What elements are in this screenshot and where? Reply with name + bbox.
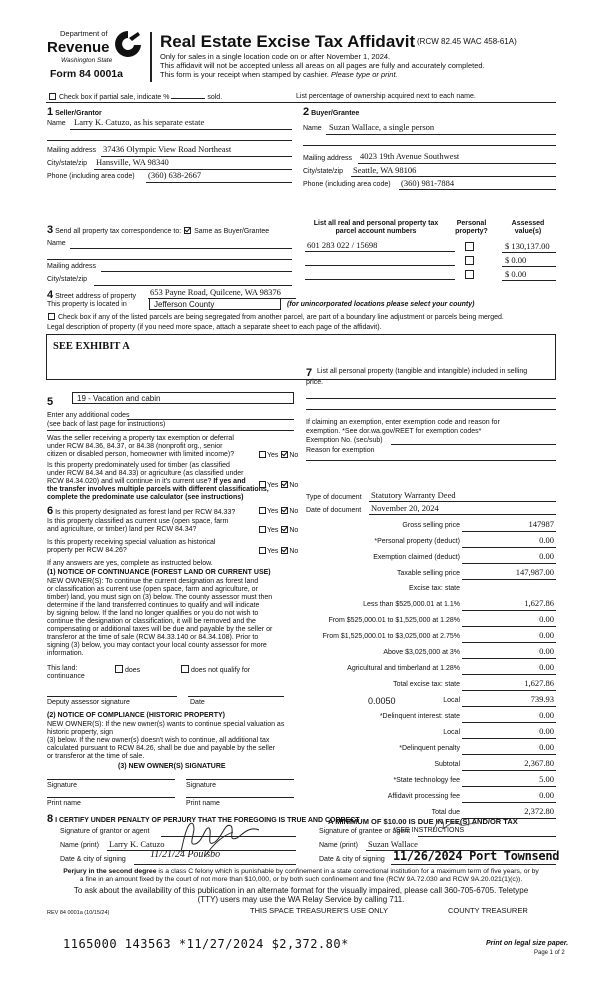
sec5-num: 5 bbox=[47, 396, 54, 408]
tax-value-tier4[interactable]: 0.00 bbox=[539, 646, 554, 656]
legal-paper-note: Print on legal size paper. bbox=[486, 940, 569, 947]
treasurer-use: THIS SPACE TREASURER'S USE ONLY bbox=[250, 906, 389, 915]
personal-property-checkbox-2[interactable] bbox=[465, 256, 474, 265]
notice1-line-9: signing (3) below, you may contact your local county assessor for more bbox=[47, 642, 267, 649]
sec5-q1-no-checkbox[interactable] bbox=[281, 451, 288, 458]
seller-city[interactable]: Hansville, WA 98340 bbox=[96, 157, 169, 167]
deputy-signature-label: Deputy assessor signature bbox=[47, 699, 130, 706]
buyer-phone[interactable]: (360) 981-7884 bbox=[401, 178, 455, 188]
see-instructions-note: *SEE INSTRUCTIONS bbox=[393, 827, 465, 834]
sec6-q1: 6 Is this property designated as forest land per RCW 84.33? bbox=[47, 505, 236, 517]
sec6-q3-yes-checkbox[interactable] bbox=[259, 547, 266, 554]
header-note1: Only for sales in a single location code on or after November 1, 2024. bbox=[160, 52, 391, 61]
assessed-value-3[interactable]: $ 0.00 bbox=[505, 269, 527, 279]
exempt-line2: exemption. *See dor.wa.gov/REET for exemption codes* bbox=[306, 428, 482, 435]
dept-line1: Department of bbox=[60, 29, 108, 38]
sec6-q2-no-checkbox[interactable] bbox=[281, 526, 288, 533]
assessed-col-header: Assessed value(s) bbox=[511, 220, 545, 236]
tax-label-exemption: Exemption claimed (deduct) bbox=[373, 554, 460, 561]
deputy-date-label: Date bbox=[190, 699, 205, 706]
sec5-q1-line3: citizen or disabled person, homeowner with limited income)? bbox=[47, 451, 235, 458]
tax-value-exemption[interactable]: 0.00 bbox=[539, 551, 554, 561]
tax-value-tier3[interactable]: 0.00 bbox=[539, 630, 554, 640]
dept-line3: Washington State bbox=[61, 57, 113, 64]
notice2-line-1: NEW OWNER(S): If the new owner(s) wants to continue special valuation as historic property, sign bbox=[47, 721, 285, 737]
grantor-signature-label: Signature of grantor or agent bbox=[60, 828, 150, 835]
buyer-name-label: Name bbox=[303, 125, 322, 132]
tax-value-tier2[interactable]: 0.00 bbox=[539, 614, 554, 624]
buyer-name[interactable]: Suzan Wallace, a single person bbox=[329, 122, 435, 132]
tax-value-total-state[interactable]: 1,627.86 bbox=[524, 678, 554, 688]
see-back-note: (see back of last page for instructions) bbox=[47, 421, 166, 428]
tax-label-tier4: Above $3,025,000 at 3% bbox=[383, 649, 460, 656]
property-street[interactable]: 653 Payne Road, Quilcene, WA 98376 bbox=[150, 287, 281, 297]
notice2-line-2: (3) below. If the new owner(s) doesn't wish to continue, all additional tax bbox=[47, 737, 270, 744]
tax-label-taxable: Taxable selling price bbox=[396, 570, 460, 577]
owner-print-name-label-2: Print name bbox=[186, 800, 220, 807]
notice1-line-5: by signing below. If the land no longer qualifies or you do not wish to bbox=[47, 610, 259, 617]
tax-label-total-due: Total due bbox=[431, 809, 460, 816]
legal-description: SEE EXHIBIT A bbox=[53, 341, 130, 352]
sec3-name-label: Name bbox=[47, 240, 66, 247]
sec6-q3-line2: property per RCW 84.26? bbox=[47, 547, 127, 554]
owner-signature-label-1: Signature bbox=[47, 782, 77, 789]
grantor-date-label: Date & city of signing bbox=[60, 856, 126, 863]
partial-sale-row: Check box if partial sale, indicate % sold. bbox=[48, 93, 222, 102]
parcel-number[interactable]: 601 283 022 / 15698 bbox=[307, 240, 378, 250]
county-select[interactable]: Jefferson County bbox=[149, 298, 281, 310]
buyer-header: 2 Buyer/Grantee bbox=[303, 106, 360, 118]
exemption-no-label: Exemption No. (sec/sub) bbox=[306, 437, 383, 444]
segregated-row: Check box if any of the listed parcels are being segregated from another parcel, are part of a boundary line adjustment or parcels being merged. bbox=[47, 313, 504, 322]
page-number: Page 1 of 2 bbox=[534, 950, 565, 956]
notice1-title: (1) NOTICE OF CONTINUANCE (FOREST LAND OR CURRENT USE) bbox=[47, 569, 271, 576]
tax-label-gross: Gross selling price bbox=[402, 522, 460, 529]
seller-mailing-label: Mailing address bbox=[47, 147, 97, 154]
seller-mailing[interactable]: 37436 Olympic View Road Northeast bbox=[103, 144, 232, 154]
owner-print-name-label-1: Print name bbox=[47, 800, 81, 807]
tax-value-delinq-int-state[interactable]: 0.00 bbox=[539, 710, 554, 720]
tax-label-total-state: Total excise tax: state bbox=[393, 681, 460, 688]
notice1-line-1: NEW OWNER(S): To continue the current designation as forest land bbox=[47, 578, 259, 585]
legal-label: Legal description of property (if you need more space, attach a separate sheet to each page of the affidavit). bbox=[47, 324, 382, 331]
county-treasurer: COUNTY TREASURER bbox=[448, 906, 528, 915]
dept-line2: Revenue bbox=[47, 39, 110, 56]
tax-label-tier2: From $525,000.01 to $1,525,000 at 1.28% bbox=[328, 617, 460, 624]
seller-name-label: Name bbox=[47, 120, 66, 127]
tax-label-subtotal: Subtotal bbox=[434, 761, 460, 768]
sec5-q2-line2: under RCW 84.34 and 84.33) or agriculture (as classified under bbox=[47, 470, 244, 477]
personal-property-checkbox-1[interactable] bbox=[465, 242, 474, 251]
form-number: Form 84 0001a bbox=[50, 68, 123, 80]
tax-label-local: Local bbox=[443, 697, 460, 704]
tax-value-taxable[interactable]: 147,987.00 bbox=[515, 567, 554, 577]
assessed-value-1[interactable]: $ 130,137.00 bbox=[505, 241, 550, 251]
tax-label-tier3: From $1,525,000.01 to $3,025,000 at 2.75% bbox=[322, 633, 460, 640]
tax-label-delinq-int-local: Local bbox=[443, 729, 460, 736]
owner-signature-label-2: Signature bbox=[186, 782, 216, 789]
form-title: Real Estate Excise Tax Affidavit bbox=[160, 32, 416, 51]
cashier-stamp: 1165000 143563 *11/27/2024 $2,372.80* bbox=[63, 937, 349, 951]
minimum-fee-note: A MINIMUM OF $10.00 IS DUE IN FEE(S) AND/OR TAX bbox=[328, 817, 518, 826]
personal-col-header: Personal property? bbox=[455, 220, 488, 236]
grantee-date-label: Date & city of signing bbox=[319, 856, 385, 863]
accessibility-line1: To ask about the availability of this publication in an alternate format for the visually impaired, please call 360-705-6705. Teletype bbox=[73, 886, 529, 895]
grantor-print-name[interactable]: Larry K. Catuzo bbox=[109, 839, 165, 849]
sec5-q2-line1: Is this property predominately used for timber (as classified bbox=[47, 462, 230, 469]
does-checkbox[interactable] bbox=[115, 665, 123, 673]
grantee-print-name[interactable]: Suzan Wallace bbox=[368, 839, 418, 849]
segregated-checkbox[interactable] bbox=[48, 313, 55, 320]
buyer-phone-label: Phone (including area code) bbox=[303, 181, 391, 188]
dor-logo-icon bbox=[112, 29, 144, 59]
sec5-q1-answer: Yes No bbox=[258, 451, 298, 460]
sec6-q2-answer: Yes No bbox=[258, 526, 298, 535]
sec5-q2-answer: Yes No bbox=[258, 481, 298, 490]
local-rate: 0.0050 bbox=[368, 696, 396, 706]
tax-label-personal: *Personal property (deduct) bbox=[374, 538, 460, 545]
assessed-value-2[interactable]: $ 0.00 bbox=[505, 255, 527, 265]
land-use-code-select[interactable]: 19 - Vacation and cabin bbox=[72, 392, 294, 404]
sec7-label-line2: price. bbox=[306, 379, 324, 386]
reason-label: Reason for exemption bbox=[306, 447, 375, 454]
sec3-mailing-label: Mailing address bbox=[47, 263, 97, 270]
this-land-label: This land: bbox=[47, 665, 78, 672]
sec6-q1-yes-checkbox[interactable] bbox=[259, 507, 266, 514]
notice1-line-10: information. bbox=[47, 650, 84, 657]
tax-label-delinq-penalty: *Delinquent penalty bbox=[399, 745, 460, 752]
tax-value-processing-fee[interactable]: 0.00 bbox=[539, 790, 554, 800]
sec5-q2-line5: complete the predominate use calculator (see instructions) bbox=[47, 494, 244, 501]
seller-phone[interactable]: (360) 638-2667 bbox=[148, 170, 202, 180]
grantor-signature-icon bbox=[175, 812, 265, 862]
notice2-line-4: or transferor at the time of sale. bbox=[47, 753, 145, 760]
tax-value-delinq-penalty[interactable]: 0.00 bbox=[539, 742, 554, 752]
certify-statement: 8 I CERTIFY UNDER PENALTY OF PERJURY THAT THE FOREGOING IS TRUE AND CORRECT bbox=[47, 813, 360, 825]
additional-codes-label: Enter any additional codes bbox=[47, 412, 130, 419]
seller-city-label: City/state/zip bbox=[47, 160, 88, 167]
sec7-label-line1: List all personal property (tangible and intangible) included in selling bbox=[317, 368, 528, 375]
grantee-signature-label: Signature of grantee or agent bbox=[319, 828, 411, 835]
grantee-name-label: Name (print) bbox=[319, 842, 358, 849]
notice1-line-3: timber) land, you must sign on (3) below. The county assessor must then bbox=[47, 594, 273, 601]
seller-phone-label: Phone (including area code) bbox=[47, 173, 135, 180]
unincorp-note: (for unincorporated locations please select your county) bbox=[287, 301, 475, 308]
form-statute: (RCW 82.45 WAC 458-61A) bbox=[417, 37, 517, 46]
tax-label-delinq-int-state: *Delinquent interest: state bbox=[379, 713, 460, 720]
sec6-q2-yes-checkbox[interactable] bbox=[259, 526, 266, 533]
header-note3: This form is your receipt when stamped by cashier. Please type or print. bbox=[160, 70, 398, 79]
notice2-title: (2) NOTICE OF COMPLIANCE (HISTORIC PROPERTY) bbox=[47, 712, 225, 719]
sec6-q2-line2: and agriculture, or timber) land per RCW 84.34? bbox=[47, 526, 197, 533]
sec5-q2-line4: the transfer involves multiple parcels with different classifications, bbox=[47, 486, 269, 493]
sec5-q1-line1: Was the seller receiving a property tax exemption or deferral bbox=[47, 435, 234, 442]
list-pct-note: List percentage of ownership acquired next to each name. bbox=[296, 93, 476, 100]
does-option: does bbox=[115, 665, 140, 675]
grantor-date-city[interactable]: 11/21/24 Poulsbo bbox=[150, 849, 221, 860]
sec3-city-label: City/state/zip bbox=[47, 276, 88, 283]
sec6-if-any: If any answers are yes, complete as instructed below. bbox=[47, 560, 213, 567]
tax-value-subtotal[interactable]: 2,367.80 bbox=[524, 758, 554, 768]
located-in-label: This property is located in bbox=[47, 301, 127, 308]
tax-label-tier1: Less than $525,000.01 at 1.1% bbox=[363, 601, 460, 608]
parcel-col-header: List all real and personal property tax parcel account numbers bbox=[313, 220, 439, 236]
rev-number: REV 84 0001a (10/15/24) bbox=[47, 910, 110, 916]
tax-value-tier1[interactable]: 1,627.86 bbox=[524, 598, 554, 608]
tax-value-total-due[interactable]: 2,372.80 bbox=[524, 806, 554, 816]
sec6-q2-line1: Is this property classified as current use (open space, farm bbox=[47, 518, 229, 525]
header-note2: This affidavit will not be accepted unless all areas on all pages are fully and accurately completed. bbox=[160, 61, 485, 70]
doc-date-label: Date of document bbox=[306, 507, 362, 514]
sec5-q2-no-checkbox[interactable] bbox=[281, 481, 288, 488]
grantee-date-city[interactable]: 11/26/2024 Port Townsend bbox=[393, 849, 560, 863]
sec5-q1-yes-checkbox[interactable] bbox=[259, 451, 266, 458]
grantor-name-label: Name (print) bbox=[60, 842, 99, 849]
sec3-header: 3 Send all property tax correspondence to: Same as Buyer/Grantee bbox=[47, 224, 270, 236]
notice1-line-2: or classification as current use (open space, farm and agriculture, or bbox=[47, 586, 258, 593]
doc-type-label: Type of document bbox=[306, 494, 362, 501]
seller-name[interactable]: Larry K. Catuzo, as his separate estate bbox=[74, 117, 205, 127]
buyer-mailing[interactable]: 4023 19th Avenue Southwest bbox=[360, 151, 460, 161]
does-not-checkbox[interactable] bbox=[181, 665, 189, 673]
partial-sale-checkbox[interactable] bbox=[49, 93, 56, 100]
sec5-q2-line3: RCW 84.34.020) and will continue in it's current use? If yes and bbox=[47, 478, 246, 485]
tax-value-delinq-int-local[interactable]: 0.00 bbox=[539, 726, 554, 736]
seller-header: 1 Seller/Grantor bbox=[47, 106, 102, 118]
notice1-line-8: transferor at the time of sale (RCW 84.33.140 or 84.34.108). Prior to bbox=[47, 634, 259, 641]
tax-label-agri: Agricultural and timberland at 1.28% bbox=[347, 665, 460, 672]
sec7-num: 7 bbox=[306, 367, 313, 379]
buyer-city[interactable]: Seattle, WA 98106 bbox=[353, 165, 417, 175]
sec4-street-row: 4 Street address of property bbox=[47, 289, 137, 301]
sec6-q1-answer: Yes No bbox=[258, 507, 298, 516]
notice1-line-4: determine if the land transferred continues to qualify and will indicate bbox=[47, 602, 260, 609]
does-not-option: does not qualify for bbox=[181, 665, 250, 675]
notice2-line-3: calculated pursuant to RCW 84.26, shall be due and payable by the seller bbox=[47, 745, 276, 752]
personal-property-checkbox-3[interactable] bbox=[465, 270, 474, 279]
tax-value-tech-fee[interactable]: 5.00 bbox=[539, 774, 554, 784]
accessibility-line2: (TTY) users may use the WA Relay Service by calling 711. bbox=[197, 895, 405, 904]
tax-label-processing-fee: Affidavit processing fee bbox=[387, 793, 460, 800]
tax-label-tech-fee: *State technology fee bbox=[393, 777, 460, 784]
grantee-signature-icon bbox=[425, 812, 505, 838]
tax-label-excise-state: Excise tax: state bbox=[409, 585, 460, 592]
sec6-q3-no-checkbox[interactable] bbox=[281, 547, 288, 554]
sec5-q1-line2: under RCW 84.36, 84.37, or 84.38 (nonprofit org., senior bbox=[47, 443, 223, 450]
buyer-city-label: City/state/zip bbox=[303, 168, 344, 175]
sec5-q2-yes-checkbox[interactable] bbox=[259, 481, 266, 488]
notice3-title: (3) NEW OWNER(S) SIGNATURE bbox=[118, 763, 226, 770]
tax-value-gross[interactable]: 147987 bbox=[528, 519, 554, 529]
exempt-line1: If claiming an exemption, enter exemption code and reason for bbox=[306, 419, 500, 426]
perjury-notice: Perjury in the second degree is a class C felony which is punishable by confinement in a state correctional institution for a maximum term of five years, or by a fine in an amount fixed by the court of not more than $10,000, or by both such confinement and fine (RCW 9A.72.030 and RCW 9A.20.021(1)(c)). bbox=[63, 868, 539, 883]
sec6-q3-line1: Is this property receiving special valuation as historical bbox=[47, 539, 216, 546]
tax-value-personal[interactable]: 0.00 bbox=[539, 535, 554, 545]
notice1-line-7: compensating or additional taxes will be due and payable by the seller or bbox=[47, 626, 273, 633]
continuance-label: continuance bbox=[47, 673, 85, 680]
tax-value-agri[interactable]: 0.00 bbox=[539, 662, 554, 672]
doc-date[interactable]: November 20, 2024 bbox=[371, 503, 439, 513]
same-as-buyer-checkbox[interactable] bbox=[184, 227, 191, 234]
buyer-mailing-label: Mailing address bbox=[303, 155, 353, 162]
doc-type[interactable]: Statutory Warranty Deed bbox=[371, 490, 456, 500]
tax-value-local[interactable]: 739.93 bbox=[530, 694, 554, 704]
sec6-q1-no-checkbox[interactable] bbox=[281, 507, 288, 514]
notice1-line-6: continue the designation or classification, it will be removed and the bbox=[47, 618, 256, 625]
sec6-q3-answer: Yes No bbox=[258, 547, 298, 556]
